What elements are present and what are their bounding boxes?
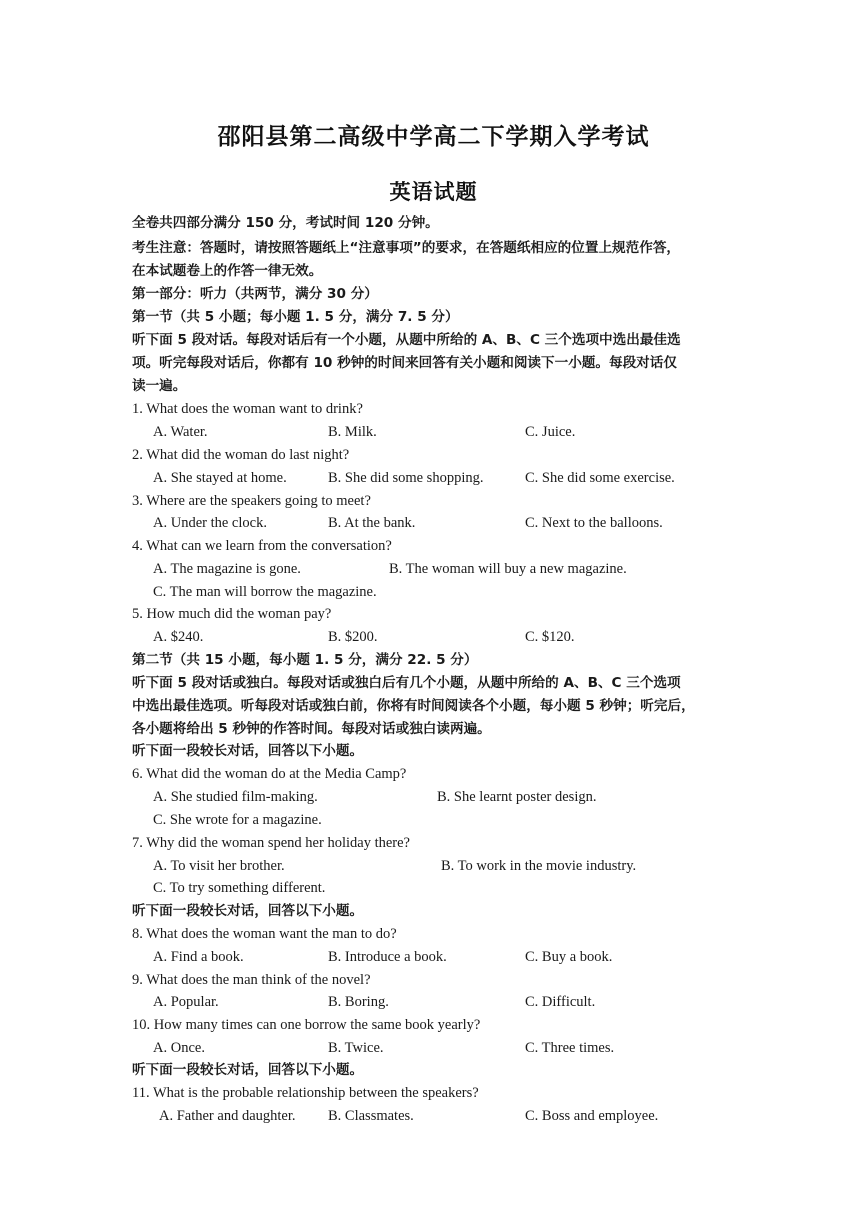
question-10-option-b: B. Twice. [328, 1040, 384, 1056]
question-2-stem: 2. What did the woman do last night? [132, 447, 350, 463]
question-5-stem: 5. How much did the woman pay? [132, 606, 332, 622]
question-4-option-a: A. The magazine is gone. [153, 561, 301, 577]
section1-instruction-2: 项。听完每段对话后，你都有 10 秒钟的时间来回答有关小题和阅读下一小题。每段对话仅 [132, 355, 677, 371]
question-10-option-a: A. Once. [153, 1040, 205, 1056]
question-11-option-a: A. Father and daughter. [159, 1108, 296, 1124]
section1-instruction-3: 读一遍。 [132, 378, 187, 394]
long-dialogue-note-2: 听下面一段较长对话，回答以下小题。 [132, 903, 364, 919]
question-10-option-c: C. Three times. [525, 1040, 615, 1056]
question-9-option-b: B. Boring. [328, 994, 389, 1010]
question-2-option-b: B. She did some shopping. [328, 470, 484, 486]
question-1-option-a: A. Water. [153, 424, 208, 440]
intro-line-3: 在本试题卷上的作答一律无效。 [132, 263, 323, 279]
question-10-stem: 10. How many times can one borrow the same book yearly? [132, 1017, 481, 1033]
part1-heading: 第一部分：听力（共两节，满分 30 分） [132, 286, 378, 302]
question-7-option-a: A. To visit her brother. [153, 858, 285, 874]
question-1-option-c: C. Juice. [525, 424, 576, 440]
exam-title: 邵阳县第二高级中学高二下学期入学考试 [217, 123, 650, 150]
question-6-option-b: B. She learnt poster design. [437, 789, 597, 805]
question-7-option-c: C. To try something different. [153, 880, 326, 896]
long-dialogue-note: 听下面一段较长对话，回答以下小题。 [132, 743, 364, 759]
question-3-option-a: A. Under the clock. [153, 515, 267, 531]
section1-instruction-1: 听下面 5 段对话。每段对话后有一个小题，从题中所给的 A、B、C 三个选项中选出最佳选 [132, 332, 681, 348]
question-8-option-a: A. Find a book. [153, 949, 244, 965]
question-8-option-b: B. Introduce a book. [328, 949, 447, 965]
section2-heading: 第二节（共 15 小题，每小题 1. 5 分，满分 22. 5 分） [132, 652, 478, 668]
question-8-stem: 8. What does the woman want the man to do? [132, 926, 397, 942]
question-1-option-b: B. Milk. [328, 424, 377, 440]
question-3-option-c: C. Next to the balloons. [525, 515, 663, 531]
intro-line-2: 考生注意：答题时，请按照答题纸上“注意事项”的要求，在答题纸相应的位置上规范作答， [132, 240, 681, 256]
question-4-option-c: C. The man will borrow the magazine. [153, 584, 377, 600]
question-11-option-b: B. Classmates. [328, 1108, 414, 1124]
question-8-option-c: C. Buy a book. [525, 949, 613, 965]
question-6-option-c: C. She wrote for a magazine. [153, 812, 322, 828]
question-2-option-a: A. She stayed at home. [153, 470, 287, 486]
intro-line-1: 全卷共四部分满分 150 分，考试时间 120 分钟。 [132, 215, 439, 231]
question-4-option-b: B. The woman will buy a new magazine. [389, 561, 627, 577]
question-3-option-b: B. At the bank. [328, 515, 416, 531]
section2-instruction-3: 各小题将给出 5 秒钟的作答时间。每段对话或独白读两遍。 [132, 721, 491, 737]
question-7-stem: 7. Why did the woman spend her holiday there? [132, 835, 410, 851]
section2-instruction-2: 中选出最佳选项。听每段对话或独白前，你将有时间阅读各个小题，每小题 5 秒钟；听完后， [132, 698, 695, 714]
question-4-stem: 4. What can we learn from the conversation? [132, 538, 392, 554]
question-6-option-a: A. She studied film-making. [153, 789, 318, 805]
question-7-option-b: B. To work in the movie industry. [441, 858, 637, 874]
exam-subtitle: 英语试题 [389, 179, 478, 204]
question-1-stem: 1. What does the woman want to drink? [132, 401, 363, 417]
question-9-option-c: C. Difficult. [525, 994, 596, 1010]
section1-heading: 第一节（共 5 小题；每小题 1. 5 分，满分 7. 5 分） [132, 309, 459, 325]
question-3-stem: 3. Where are the speakers going to meet? [132, 493, 371, 509]
long-dialogue-note-3: 听下面一段较长对话，回答以下小题。 [132, 1062, 364, 1078]
question-9-option-a: A. Popular. [153, 994, 219, 1010]
question-6-stem: 6. What did the woman do at the Media Camp? [132, 766, 407, 782]
section2-instruction-1: 听下面 5 段对话或独白。每段对话或独白后有几个小题，从题中所给的 A、B、C 三个选项 [132, 675, 681, 691]
question-5-option-b: B. $200. [328, 629, 378, 645]
question-9-stem: 9. What does the man think of the novel? [132, 972, 371, 988]
question-11-stem: 11. What is the probable relationship between the speakers? [132, 1085, 479, 1101]
question-5-option-a: A. $240. [153, 629, 204, 645]
question-2-option-c: C. She did some exercise. [525, 470, 675, 486]
question-11-option-c: C. Boss and employee. [525, 1108, 659, 1124]
question-5-option-c: C. $120. [525, 629, 575, 645]
